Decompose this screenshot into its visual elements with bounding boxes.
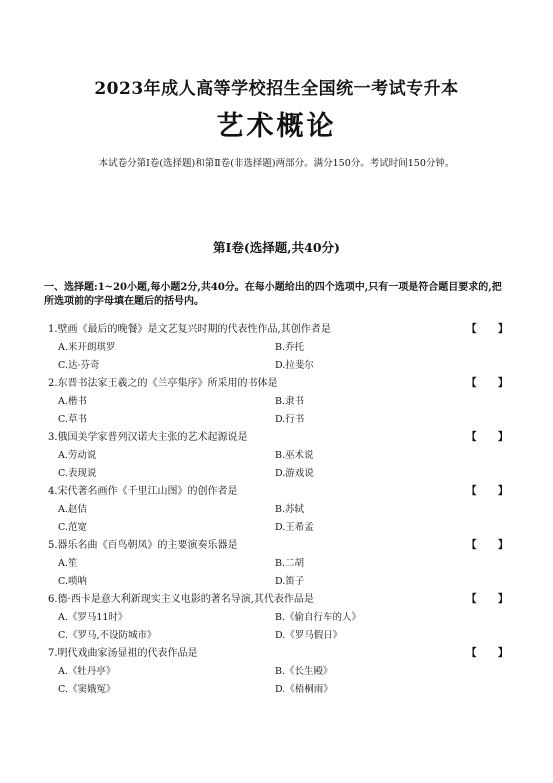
option-c: C.范宽 xyxy=(58,522,87,533)
option-d: D.王希孟 xyxy=(275,522,314,533)
option-d: D.游戏说 xyxy=(275,468,314,479)
option-d: D.笛子 xyxy=(275,576,305,587)
option-b: B.二胡 xyxy=(275,558,305,569)
question-5 xyxy=(48,537,514,591)
option-c: C.达·芬奇 xyxy=(58,360,100,371)
answer-bracket: 【 】 xyxy=(466,378,508,389)
exam-title: 2023年成人高等学校招生全国统一考试专升本 xyxy=(94,79,459,99)
option-a: A.《牡丹亭》 xyxy=(58,666,116,677)
option-d: D.《罗马假日》 xyxy=(275,630,343,641)
option-d: D.行书 xyxy=(275,414,305,425)
option-c: C.草书 xyxy=(58,414,87,425)
option-a: A.赵佶 xyxy=(58,504,87,515)
question-stem: 1.壁画《最后的晚餐》是文艺复兴时期的代表性作品,其创作者是 xyxy=(48,324,331,335)
option-b: B.苏轼 xyxy=(275,504,305,515)
answer-bracket: 【 】 xyxy=(466,540,508,551)
section-title: 第Ⅰ卷(选择题,共40分) xyxy=(213,240,340,255)
question-1 xyxy=(48,321,514,375)
answer-bracket: 【 】 xyxy=(466,486,508,497)
option-b: B.《长生殿》 xyxy=(275,666,333,677)
option-a: A.楷书 xyxy=(58,396,87,407)
option-b: B.《偷自行车的人》 xyxy=(275,612,362,623)
question-4 xyxy=(48,483,514,537)
question-list xyxy=(48,321,514,699)
option-c: C.表现说 xyxy=(58,468,97,479)
option-d: D.拉斐尔 xyxy=(275,360,314,371)
option-d: D.《梧桐雨》 xyxy=(275,684,333,695)
option-c: C.《窦娥冤》 xyxy=(58,684,116,695)
option-a: A.米开朗琪罗 xyxy=(58,342,116,353)
option-a: A.劳动说 xyxy=(58,450,97,461)
answer-bracket: 【 】 xyxy=(466,324,508,335)
section-instruction: 一、选择题:1~20小题,每小题2分,共40分。在每小题给出的四个选项中,只有一项是符合题目要求的,把所选项前的字母填在题后的括号内。 xyxy=(44,282,502,307)
question-stem: 6.德·西卡是意大利新现实主义电影的著名导演,其代表作品是 xyxy=(48,594,314,605)
question-6 xyxy=(48,591,514,645)
answer-bracket: 【 】 xyxy=(466,432,508,443)
answer-bracket: 【 】 xyxy=(466,648,508,659)
option-b: B.巫术说 xyxy=(275,450,314,461)
option-b: B.隶书 xyxy=(275,396,305,407)
option-c: C.唢呐 xyxy=(58,576,87,587)
question-2 xyxy=(48,375,514,429)
question-3 xyxy=(48,429,514,483)
question-stem: 4.宋代著名画作《千里江山图》的创作者是 xyxy=(48,486,238,497)
question-stem: 5.器乐名曲《百鸟朝凤》的主要演奏乐器是 xyxy=(48,540,238,551)
question-7 xyxy=(48,645,514,699)
option-a: A.《罗马11时》 xyxy=(58,612,128,623)
subject-title: 艺术概论 xyxy=(216,111,337,142)
answer-bracket: 【 】 xyxy=(466,594,508,605)
option-b: B.乔托 xyxy=(275,342,305,353)
question-stem: 3.俄国美学家普列汉诺夫主张的艺术起源说是 xyxy=(48,432,248,443)
option-a: A.笙 xyxy=(58,558,78,569)
question-stem: 2.东晋书法家王羲之的《兰亭集序》所采用的书体是 xyxy=(48,378,278,389)
option-c: C.《罗马,不设防城市》 xyxy=(58,630,157,641)
question-stem: 7.明代戏曲家汤显祖的代表作品是 xyxy=(48,648,198,659)
exam-note: 本试卷分第Ⅰ卷(选择题)和第Ⅱ卷(非选择题)两部分。满分150分。考试时间150分钟。 xyxy=(98,158,455,169)
